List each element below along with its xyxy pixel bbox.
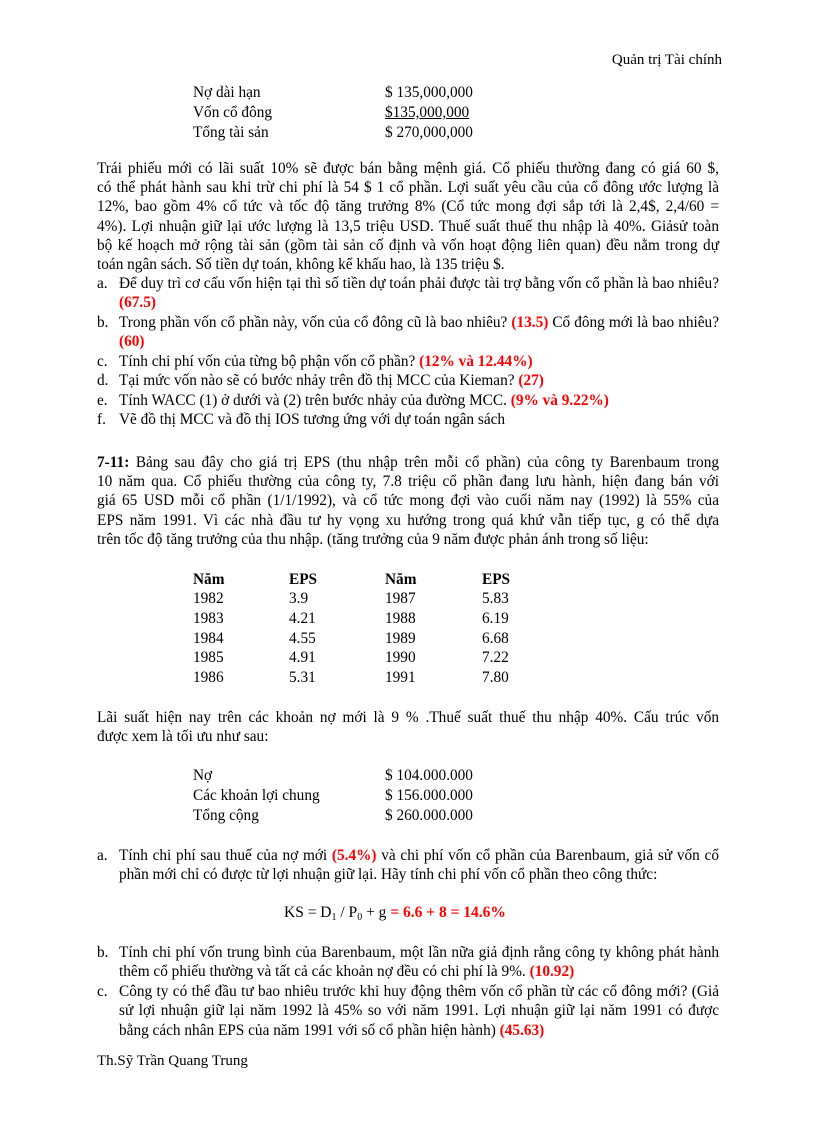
cost-of-equity-formula <box>284 904 506 923</box>
table-cell: 1987 <box>385 590 416 608</box>
question-text: Trong phần vốn cổ phần này, vốn của cổ đông cũ là bao nhiêu? <box>119 314 512 331</box>
item-marker: c. <box>97 983 108 1000</box>
table-cell: 1986 <box>193 668 224 686</box>
item-marker: f. <box>97 411 106 428</box>
table-row <box>193 103 473 123</box>
table-cell: 6.19 <box>482 609 509 627</box>
table-cell: 1985 <box>193 649 224 667</box>
item-marker: c. <box>97 353 108 370</box>
table-row <box>193 609 542 629</box>
answer: (13.5) <box>511 314 549 331</box>
question-item <box>97 371 719 390</box>
table-row <box>193 766 473 786</box>
text-line: được xem là tối ưu như sau: <box>97 728 269 746</box>
table-row <box>193 786 473 806</box>
answer: (67.5) <box>119 294 156 312</box>
text-line: giá 65 USD mỗi cổ phần (1/1/1992), và cổ tức mong đợi vào cuối năm nay (1992) là 55% của <box>97 492 719 510</box>
row-value: $ 135,000,000 <box>385 84 473 101</box>
text-line: EPS năm 1991. Vì các nhà đầu tư hy vọng xu hướng trong quá khứ vẫn tiếp tục, g có thể dựa <box>97 511 719 529</box>
rates-paragraph <box>97 708 719 746</box>
column-header: Năm <box>385 570 417 588</box>
row-label: Nợ dài hạn <box>193 84 261 101</box>
item-marker: a. <box>97 847 108 864</box>
question-item <box>97 391 719 410</box>
column-header: EPS <box>289 570 318 588</box>
question-text: Để duy trì cơ cấu vốn hiện tại thì số tiền dự toán phải được tài trợ bằng vốn cổ phần là bao nhiêu? <box>119 275 719 292</box>
table-cell: 1990 <box>385 649 416 667</box>
table-cell: 1982 <box>193 590 224 608</box>
text-line: 12%, bao gồm 4% cổ tức và tốc độ tăng trưởng 8% (Cổ tức mong đợi sắp tới là 2,4$, 2,4/60 = <box>97 198 719 216</box>
question-text: Cổ đông mới là bao nhiêu? <box>548 314 719 331</box>
text-line: toán ngân sách. Số tiền dự toán, không kể khấu hao, là 135 triệu $. <box>97 256 505 274</box>
table-cell: 5.83 <box>482 590 509 608</box>
problem-paragraph <box>97 453 719 549</box>
answer: (27) <box>518 372 544 389</box>
row-label: Các khoản lợi chung <box>193 787 320 804</box>
formula-subscript: 1 <box>331 912 337 923</box>
table-row <box>193 123 473 143</box>
row-label: Vốn cổ đông <box>193 104 273 121</box>
item-marker: b. <box>97 944 109 961</box>
answer: (60) <box>119 333 145 351</box>
row-value: $135,000,000 <box>385 104 470 121</box>
optimal-structure-table <box>193 766 473 826</box>
text-line: trên tốc độ tăng trưởng của thu nhập. (tăng trưởng của 9 năm được phản ánh trong số liệu: <box>97 530 649 548</box>
column-header: Năm <box>193 570 225 588</box>
question-item <box>97 352 719 371</box>
table-cell: 1983 <box>193 609 224 627</box>
page-footer: Th.Sỹ Trần Quang Trung <box>97 1053 248 1069</box>
question-item <box>97 846 719 885</box>
eps-table <box>193 570 542 688</box>
item-marker: e. <box>97 392 108 409</box>
question-item <box>97 274 719 313</box>
question-text: Tính chi phí vốn của từng bộ phận vốn cổ phần? <box>119 353 420 370</box>
formula-part: + g <box>362 904 391 921</box>
row-value: $ 260.000.000 <box>385 807 473 824</box>
row-value: $ 104.000.000 <box>385 767 473 784</box>
capital-structure-table <box>193 83 473 143</box>
question-text: và chi phí vốn cổ phần của Barenbaum, giả sử vốn cổ phần mới chỉ có được từ lợi nhuận giữ lại. Hãy tính chi phí vốn cổ phần theo công thức: <box>119 847 719 884</box>
table-cell: 7.22 <box>482 649 509 667</box>
table-header-row <box>193 570 542 590</box>
intro-paragraph <box>97 159 719 274</box>
question-item <box>97 410 719 429</box>
table-cell: 1989 <box>385 629 416 647</box>
item-marker: d. <box>97 372 109 389</box>
table-row <box>193 668 542 688</box>
formula-part: KS = D <box>284 904 332 921</box>
table-cell: 3.9 <box>289 590 309 608</box>
question-text: Tính chi phí sau thuế của nợ mới <box>119 847 332 864</box>
question-item <box>97 943 719 982</box>
question-item <box>97 982 719 1040</box>
answer: (9% và 9.22%) <box>510 392 609 409</box>
text-line: 10 năm qua. Cổ phiếu thường của công ty, 7.8 triệu cổ phần đang lưu hành, hiện đang bán với <box>97 473 719 491</box>
text-line: Trái phiếu mới có lãi suất 10% sẽ được bán bằng mệnh giá. Cổ phiếu thường đang có giá 60 $, <box>97 160 719 177</box>
table-cell: 1984 <box>193 629 224 647</box>
row-label: Tổng tài sản <box>193 124 269 141</box>
table-row <box>193 629 542 649</box>
table-cell: 7.80 <box>482 668 509 686</box>
item-marker: a. <box>97 275 108 292</box>
row-label: Nợ <box>193 767 213 784</box>
text-line: Bảng sau đây cho giá trị EPS (thu nhập trên mỗi cổ phần) của công ty Barenbaum trong <box>129 454 719 471</box>
row-label: Tổng cộng <box>193 807 259 824</box>
row-value: $ 156.000.000 <box>385 787 473 804</box>
text-line: bộ kế hoạch mở rộng tài sản (gồm tài sản cố định và vốn hoạt động liên quan) đều nằm trong dự <box>97 236 719 254</box>
text-line: 4%). Lợi nhuận giữ lại ước lượng là 13,5 triệu USD. Thuế suất thuế thu nhập là 40%. Giảsử toàn <box>97 217 719 235</box>
page-header: Quản trị Tài chính <box>611 52 722 68</box>
table-row <box>193 806 473 826</box>
item-marker: b. <box>97 314 109 331</box>
answer: (10.92) <box>529 963 575 981</box>
answer: (12% và 12.44%) <box>419 353 533 370</box>
table-row <box>193 590 542 610</box>
table-row <box>193 648 542 668</box>
table-cell: 4.21 <box>289 609 316 627</box>
table-cell: 1988 <box>385 609 416 627</box>
table-cell: 5.31 <box>289 668 316 686</box>
table-row <box>193 83 473 103</box>
table-cell: 6.68 <box>482 629 509 647</box>
problem-number: 7-11: <box>97 454 130 471</box>
row-value: $ 270,000,000 <box>385 124 473 141</box>
question-text: Tính chi phí vốn trung bình của Barenbaum, một lần nữa giả định rằng công ty không phát hành thêm cổ phiếu thường và tất cả các khoản nợ đều có chi phí là 9%. <box>119 944 719 981</box>
answer: (5.4%) <box>331 847 377 864</box>
table-cell: 1991 <box>385 668 416 686</box>
question-text: Tính WACC (1) ở dưới và (2) trên bước nhảy của đường MCC. <box>119 392 511 409</box>
formula-subscript: 0 <box>357 912 363 923</box>
answer: (45.63) <box>499 1021 545 1039</box>
answer: = 6.6 + 8 = 14.6% <box>390 904 506 921</box>
question-text: Công ty có thể đầu tư bao nhiêu trước khi huy động thêm vốn cổ phần từ các cổ đông mới? (Giả sử lợi nhuận giữ lại năm 1992 là 45% so với năm 1991. Lợi nhuận giữ lại năm 1991 có được bằng cách nhân EPS của năm 1991 với số cổ phần hiện hành) <box>119 983 719 1039</box>
table-cell: 4.55 <box>289 629 316 647</box>
question-text: Tại mức vốn nào sẽ có bước nhảy trên đồ thị MCC của Kieman? <box>119 372 519 389</box>
question-text: Vẽ đồ thị MCC và đồ thị IOS tương ứng với dự toán ngân sách <box>119 411 506 428</box>
question-item <box>97 313 719 352</box>
column-header: EPS <box>482 570 511 588</box>
text-line: Lãi suất hiện nay trên các khoản nợ mới là 9 % .Thuế suất thuế thu nhập 40%. Cấu trúc vốn <box>97 709 719 726</box>
text-line: có thể phát hành sau khi trừ chi phí là 54 $ 1 cổ phần. Lợi suất yêu cầu của cổ đông ước lượng là <box>97 179 719 197</box>
table-cell: 4.91 <box>289 649 316 667</box>
formula-part: / P <box>336 904 358 921</box>
